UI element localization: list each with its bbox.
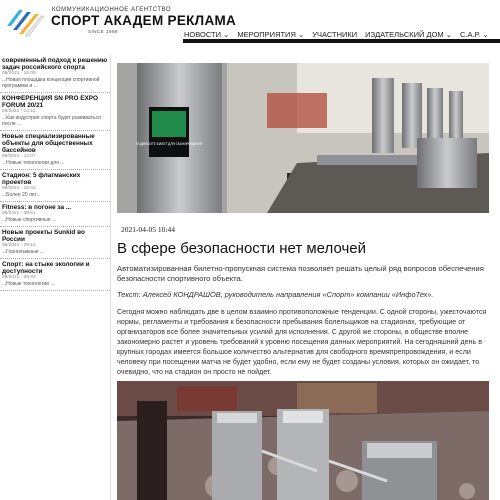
news-title[interactable]: современный подход к решению задач российского спорта <box>2 57 108 71</box>
news-excerpt: ...Более 20 лет... <box>2 192 41 198</box>
news-date: 09/2021 - 10:42 <box>2 186 36 191</box>
list-item[interactable] <box>0 170 110 202</box>
news-excerpt: ...Горнолыжные ... <box>2 249 45 255</box>
news-date: 09/2021 - 08:44 <box>2 275 36 280</box>
turnstile-illustration <box>117 63 489 213</box>
article-author: Текст: Алексей КОНДРАШОВ, руководитель направления «Спорт» компании «ИнфоТех». <box>117 290 434 299</box>
list-item[interactable] <box>0 55 110 93</box>
news-title[interactable]: Спорт: на стыке экологии и доступности <box>2 261 90 275</box>
news-excerpt: ...Новые спортивные ... <box>2 217 57 223</box>
news-excerpt: ...Новая площадка концепции спортивной программы и ... <box>2 77 100 89</box>
article-photo-turnstiles <box>117 63 489 213</box>
article-photo-turnstiles-2 <box>117 381 489 500</box>
article-body: Сегодня можно наблюдать две в целом взаимно противоположные тенденции. С одной стороны, ужесточаются нормы, регламенты и требования к безопасности пребывания болельщиков на стадионах, требующие от организаторов все более значительных усилий для исполнения. С другой же стороны, в обществе вполне закономерно растет и уровень требований к уровню посещения данных мероприятий. На сегодняшний день в крупных городах имеется большое количество альтернатив для свободного времяпрепровождения, и если человеку при посещении матча не будет удобно, если ему не будет созданы условия, которых он ожидает, то очевидно, что на стадион он просто не пойдет. <box>117 308 487 376</box>
news-date: 09/2021 - 16:09 <box>2 71 36 76</box>
screen-text: ПОДНЕСИТЕ БИЛЕТ ДЛЯ СКАНИРОВАНИЯ <box>135 142 203 146</box>
nav-item-sar[interactable]: С.А.Р. ⌄ <box>460 30 489 39</box>
turnstile-floor-illustration <box>117 381 489 500</box>
news-title[interactable]: Новые специализированные объекты для общественных бассейнов <box>2 133 95 154</box>
list-item[interactable] <box>0 259 110 291</box>
news-date: 09/2021 - 09:51 <box>2 211 36 216</box>
news-title[interactable]: Новые проекты Sunkid во России <box>2 229 85 243</box>
sidebar-news-list <box>0 55 111 500</box>
nav-item-publishing[interactable]: ИЗДАТЕЛЬСКИЙ ДОМ ⌄ <box>365 30 453 39</box>
nav-item-news[interactable]: НОВОСТИ ⌄ <box>184 30 230 39</box>
news-excerpt: ...Новые технологии для ... <box>2 160 65 166</box>
article-title: В сфере безопасности нет мелочей <box>117 240 366 257</box>
list-item[interactable] <box>0 202 110 227</box>
nav-item-events[interactable]: МЕРОПРИЯТИЯ ⌄ <box>237 30 305 39</box>
nav-item-participants[interactable]: УЧАСТНИКИ <box>312 30 358 39</box>
logo-name[interactable]: СПОРТ АКАДЕМ РЕКЛАМА <box>51 13 237 28</box>
news-date: 09/2021 - 14:11 <box>2 109 36 114</box>
main-nav <box>184 30 489 44</box>
news-title[interactable]: Стадион: 5 флагманских проектов <box>2 172 81 186</box>
list-item[interactable] <box>0 93 110 131</box>
logo-since: SINCE 1998 <box>88 29 119 34</box>
news-date: 09/2021 - 09:12 <box>2 243 36 248</box>
news-date: 09/2021 - 12:07 <box>2 154 36 159</box>
news-title[interactable]: Fitness: в погоне за ... <box>2 204 72 211</box>
news-excerpt: ...Новые технологии ... <box>2 281 55 287</box>
article-date: 2021-04-05 10:44 <box>121 225 175 234</box>
logo-tagline: КОММУНИКАЦИОННОЕ АГЕНТСТВО <box>52 7 171 13</box>
news-title[interactable]: КОНФЕРЕНЦИЯ SN PRO EXPO FORUM 20/21 <box>2 95 99 109</box>
list-item[interactable] <box>0 227 110 259</box>
news-excerpt: ...Как индустрия спорта будет развиваться после ... <box>2 115 101 127</box>
article-lead: Автоматизированная билетно-пропускная система позволяет решать целый ряд вопросов обеспечения безопасности спортивного объекта. <box>117 264 484 283</box>
list-item[interactable] <box>0 131 110 170</box>
